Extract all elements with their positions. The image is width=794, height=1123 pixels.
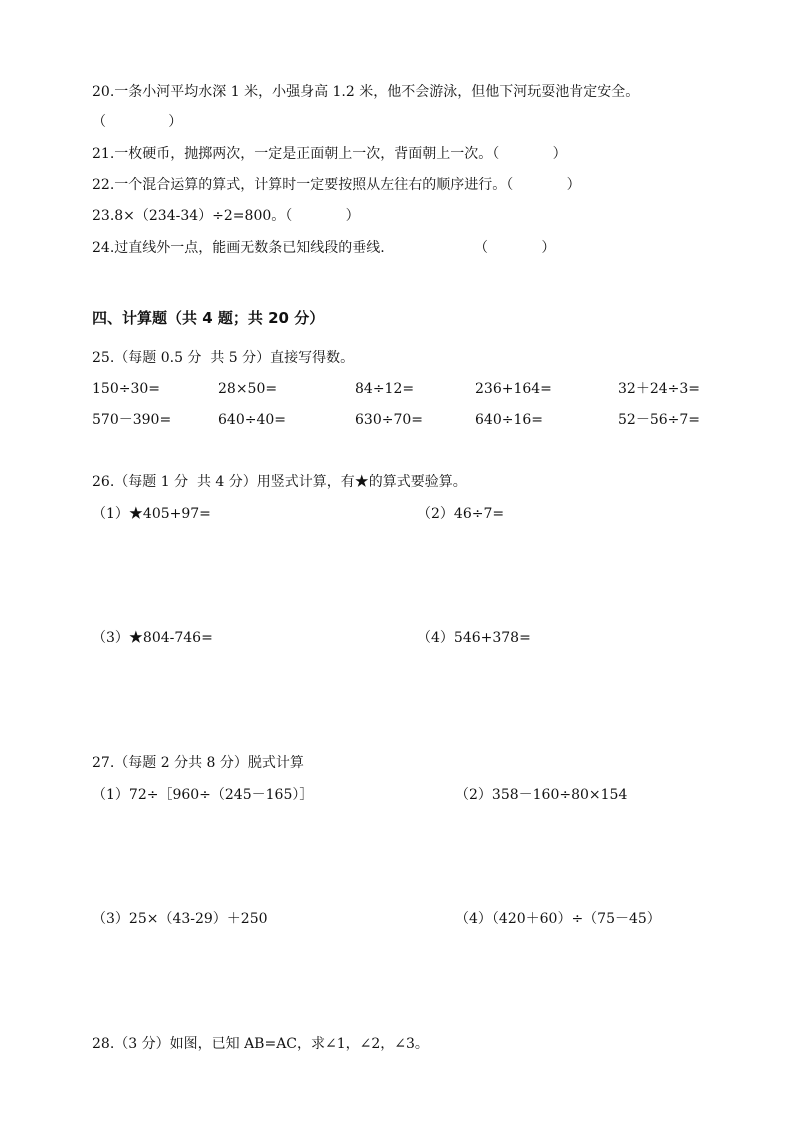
question-23: 23.8×（234-34）÷2=800。（ ）	[92, 208, 360, 224]
question-27-header: 27.（每题 2 分共 8 分）脱式计算	[92, 755, 304, 771]
stepwise-calc-item-1: （1）72÷［960÷（245－165）］	[92, 787, 314, 803]
question-25-header: 25.（每题 0.5 分 共 5 分）直接写得数。	[92, 350, 355, 366]
oral-calc-item: 28×50=	[218, 381, 278, 397]
stepwise-calc-item-4: （4）（420＋60）÷（75－45）	[455, 911, 661, 927]
stepwise-calc-item-3: （3）25×（43-29）＋250	[92, 911, 268, 927]
oral-calc-item: 150÷30=	[92, 381, 160, 397]
oral-calc-item: 236+164=	[475, 381, 552, 397]
oral-calc-item: 32＋24÷3=	[618, 381, 700, 397]
oral-calc-item: 52－56÷7=	[618, 412, 700, 428]
question-28-header: 28.（3 分）如图，已知 AB=AC，求∠1，∠2，∠3。	[92, 1036, 429, 1052]
vertical-calc-item-4: （4）546+378=	[417, 630, 531, 646]
oral-calc-item: 640÷40=	[218, 412, 286, 428]
vertical-calc-item-1: （1）★405+97=	[92, 506, 211, 522]
stepwise-calc-item-2: （2）358－160÷80×154	[455, 787, 628, 803]
answer-paren-20[interactable]: （ ）	[92, 114, 183, 130]
question-22: 22.一个混合运算的算式，计算时一定要按照从左往右的顺序进行。（ ）	[92, 177, 581, 193]
oral-calc-item: 570－390=	[92, 412, 172, 428]
vertical-calc-item-2: （2）46÷7=	[417, 506, 505, 522]
vertical-calc-item-3: （3）★804-746=	[92, 630, 213, 646]
question-21: 21.一枚硬币，抛掷两次，一定是正面朝上一次，背面朝上一次。（ ）	[92, 146, 567, 162]
oral-calc-item: 640÷16=	[475, 412, 543, 428]
section-title: 四、计算题（共 4 题；共 20 分）	[92, 309, 325, 327]
question-20: 20.一条小河平均水深 1 米，小强身高 1.2 米，他不会游泳，但他下河玩耍池肯定安全。	[92, 84, 640, 100]
answer-paren-24[interactable]: （ ）	[474, 240, 556, 256]
question-26-header: 26.（每题 1 分 共 4 分）用竖式计算，有★的算式要验算。	[92, 474, 467, 490]
question-24: 24.过直线外一点，能画无数条已知线段的垂线.	[92, 240, 385, 256]
oral-calc-item: 630÷70=	[355, 412, 423, 428]
oral-calc-item: 84÷12=	[355, 381, 415, 397]
